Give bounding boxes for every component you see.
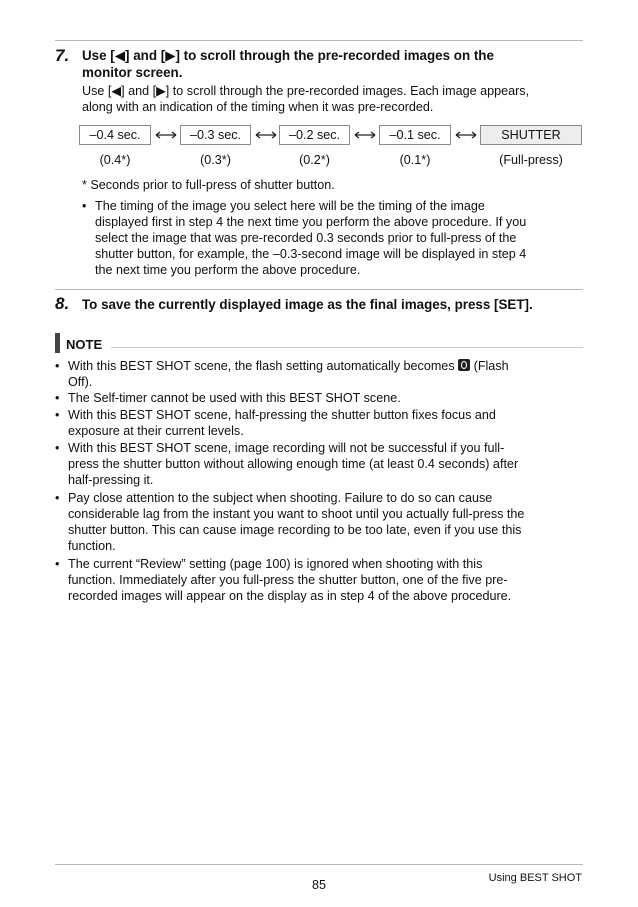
footer-rule: [55, 864, 583, 865]
note-item-5-line-1: Pay close attention to the subject when shooting. Failure to do so can cause: [68, 491, 493, 505]
footer-section: Using BEST SHOT: [488, 872, 582, 884]
note-item-5-line-3: shutter button. This can cause image recording to be too late, even if you use this: [68, 523, 522, 537]
timing-sub-0-1: (0.1*): [399, 153, 431, 167]
timing-box-minus-0-4: –0.4 sec.: [79, 125, 151, 145]
step-7-heading-line-2: monitor screen.: [82, 65, 183, 80]
note-item-5-line-2: considerable lag from the instant you want to shoot until you actually full-press the: [68, 507, 525, 521]
step-7-body-line-1: Use [◀] and [▶] to scroll through the pre-recorded images. Each image appears,: [82, 84, 530, 98]
note-item-6-line-1: The current “Review” setting (page 100) is ignored when shooting with this: [68, 557, 483, 571]
note-item-1-suffix: (Flash: [470, 359, 509, 373]
step-7-body-line-2: along with an indication of the timing when it was pre-recorded.: [82, 100, 434, 114]
top-rule: [55, 40, 583, 41]
step-7-number: 7.: [55, 46, 70, 65]
step-8-rule: [55, 289, 583, 290]
timing-box-minus-0-3: –0.3 sec.: [180, 125, 251, 145]
timing-sub-0-2: (0.2*): [299, 153, 330, 167]
timing-box-minus-0-2: –0.2 sec.: [279, 125, 350, 145]
step-7-body: [82, 83, 592, 115]
timing-sub-0-3: (0.3*): [200, 153, 231, 167]
bullet-dot: •: [55, 359, 60, 373]
step-8-number: 8.: [55, 294, 70, 313]
timing-sub-full-press: (Full-press): [499, 153, 563, 167]
bullet-dot: •: [82, 199, 87, 213]
double-arrow-icon: [153, 127, 179, 143]
step-7-footnote: * Seconds prior to full-press of shutter button.: [82, 178, 335, 192]
note-title: NOTE: [66, 337, 103, 352]
bullet-dot: •: [55, 491, 60, 505]
note-item-4-line-2: press the shutter button without allowing enough time (at least 0.4 seconds) after: [68, 457, 519, 471]
bullet-dot: •: [55, 391, 60, 405]
note-item-3-line-1: With this BEST SHOT scene, half-pressing the shutter button fixes focus and: [68, 408, 496, 422]
note-item-1-line-2: Off).: [68, 375, 93, 389]
step-7-bullet-line-5: the next time you perform the above procedure.: [95, 263, 361, 277]
timing-box-minus-0-1: –0.1 sec.: [379, 125, 451, 145]
double-arrow-icon: [453, 127, 479, 143]
step-7-bullet-line-4: shutter button, for example, the –0.3-second image will be displayed in step 4: [95, 247, 527, 261]
bullet-dot: •: [55, 408, 60, 422]
page-number: 85: [311, 878, 326, 892]
note-item-1-line-1: With this BEST SHOT scene, the flash setting automatically becomes: [68, 359, 455, 373]
note-marker: [55, 333, 60, 353]
step-7-bullet-line-3: select the image that was pre-recorded 0.3 seconds prior to full-press of the: [95, 231, 517, 245]
step-8-heading: To save the currently displayed image as the final images, press [SET].: [82, 297, 533, 312]
timing-box-shutter: SHUTTER: [480, 125, 582, 145]
flash-off-icon: [458, 359, 470, 371]
note-item-6-line-3: recorded images will appear on the display as in step 4 of the above procedure.: [68, 589, 512, 603]
note-rule: [111, 347, 583, 348]
bullet-dot: •: [55, 557, 60, 571]
step-7-heading-line-1: Use [◀] and [▶] to scroll through the pre-recorded images on the: [82, 48, 494, 63]
timing-sub-0-4: (0.4*): [99, 153, 131, 167]
note-item-4-line-1: With this BEST SHOT scene, image recording will not be successful if you full-: [68, 441, 505, 455]
double-arrow-icon: [352, 127, 378, 143]
note-item-5-line-4: function.: [68, 539, 116, 553]
step-7-bullet-line-1: The timing of the image you select here will be the timing of the image: [95, 199, 485, 213]
double-arrow-icon: [253, 127, 279, 143]
bullet-dot: •: [55, 441, 60, 455]
step-7-heading: [82, 47, 582, 81]
note-item-3-line-2: exposure at their current levels.: [68, 424, 244, 438]
note-item-4-line-3: half-pressing it.: [68, 473, 154, 487]
note-item-2-line-1: The Self-timer cannot be used with this BEST SHOT scene.: [68, 391, 401, 405]
note-item-6-line-2: function. Immediately after you full-press the shutter button, one of the five pre-: [68, 573, 508, 587]
step-7-bullet-line-2: displayed first in step 4 the next time you perform the above procedure. If you: [95, 215, 527, 229]
